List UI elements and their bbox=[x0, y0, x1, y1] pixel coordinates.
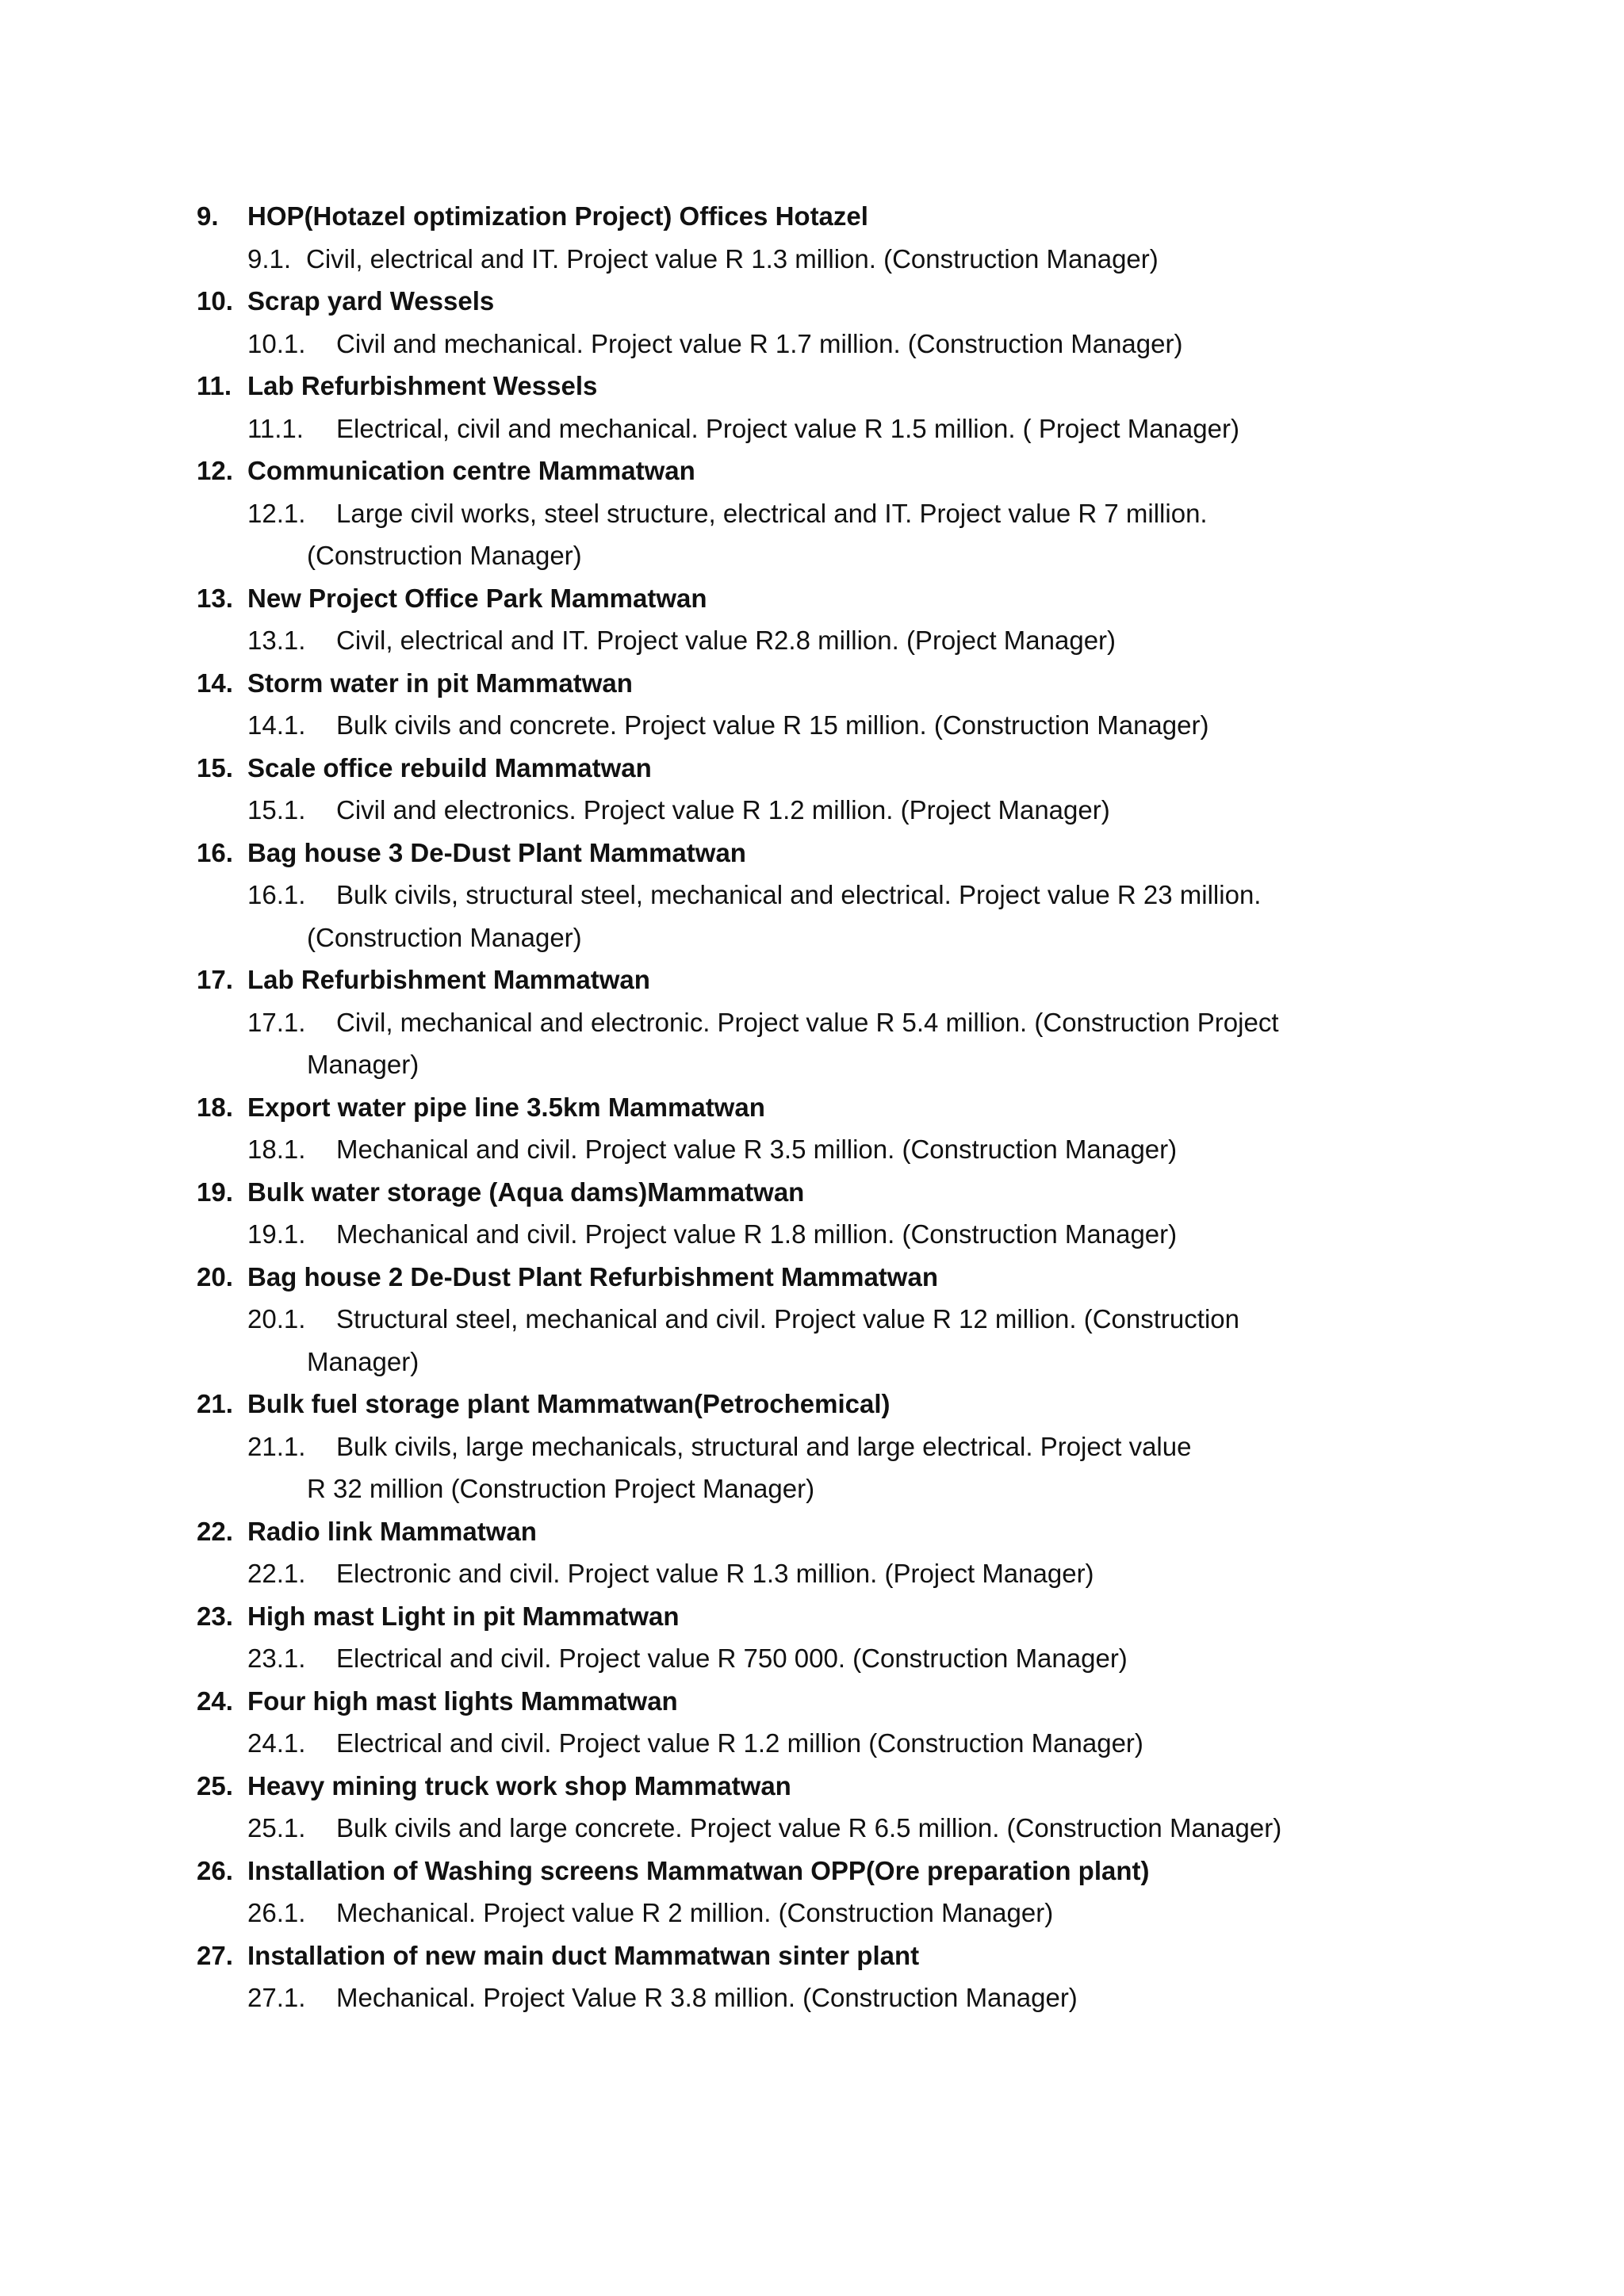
detail-number: 27.1. bbox=[247, 1983, 306, 2012]
project-title: Four high mast lights Mammatwan bbox=[247, 1686, 678, 1716]
project-number: 16. bbox=[197, 837, 233, 867]
detail-number: 18.1. bbox=[247, 1135, 306, 1164]
project-number: 11. bbox=[197, 371, 232, 400]
project-title: Export water pipe line 3.5km Mammatwan bbox=[247, 1092, 765, 1122]
project-heading bbox=[197, 959, 1434, 1001]
project-entry bbox=[197, 1765, 1434, 1850]
project-detail bbox=[197, 1001, 1434, 1044]
detail-text: Electrical and civil. Project value R 750 000. (Construction Manager) bbox=[336, 1644, 1128, 1673]
project-entry bbox=[197, 1383, 1434, 1510]
project-number: 19. bbox=[197, 1177, 233, 1207]
project-entry bbox=[197, 195, 1434, 280]
project-heading bbox=[197, 1383, 1434, 1425]
project-detail bbox=[197, 492, 1434, 535]
project-heading bbox=[197, 1256, 1434, 1299]
project-title: HOP(Hotazel optimization Project) Offices Hotazel bbox=[247, 201, 868, 231]
project-entry bbox=[197, 1510, 1434, 1595]
project-title: New Project Office Park Mammatwan bbox=[247, 583, 707, 613]
project-title: Bag house 3 De-Dust Plant Mammatwan bbox=[247, 837, 746, 867]
project-detail bbox=[197, 789, 1434, 832]
project-title: Installation of Washing screens Mammatwan OPP(Ore preparation plant) bbox=[247, 1855, 1150, 1885]
project-entry bbox=[197, 1934, 1434, 2019]
detail-text: Electronic and civil. Project value R 1.3 million. (Project Manager) bbox=[336, 1559, 1094, 1588]
project-list bbox=[197, 195, 1434, 2019]
detail-number: 15.1. bbox=[247, 795, 306, 825]
detail-text: Electrical and civil. Project value R 1.2 million (Construction Manager) bbox=[336, 1728, 1143, 1758]
project-number: 22. bbox=[197, 1516, 233, 1546]
project-detail bbox=[197, 1976, 1434, 2019]
project-detail bbox=[197, 1892, 1434, 1934]
detail-text: Civil, electrical and IT. Project value R 1.3 million. (Construction Manager) bbox=[306, 243, 1159, 274]
project-entry bbox=[197, 1256, 1434, 1383]
project-heading bbox=[197, 832, 1434, 874]
project-heading bbox=[197, 195, 1434, 238]
project-detail bbox=[197, 704, 1434, 747]
project-number: 10. bbox=[197, 286, 233, 316]
detail-text: Civil, electrical and IT. Project value R2.8 million. (Project Manager) bbox=[336, 626, 1116, 655]
project-entry bbox=[197, 280, 1434, 365]
detail-number: 14.1. bbox=[247, 710, 306, 740]
project-title: Scrap yard Wessels bbox=[247, 286, 495, 316]
project-entry bbox=[197, 1171, 1434, 1256]
project-heading bbox=[197, 577, 1434, 620]
detail-text: Structural steel, mechanical and civil. Project value R 12 million. (Construction bbox=[336, 1304, 1239, 1334]
project-heading bbox=[197, 1680, 1434, 1723]
detail-number: 26.1. bbox=[247, 1898, 306, 1927]
detail-number: 20.1. bbox=[247, 1304, 306, 1334]
project-detail bbox=[197, 323, 1434, 365]
detail-text: Mechanical and civil. Project value R 1.8 million. (Construction Manager) bbox=[336, 1219, 1178, 1249]
project-heading bbox=[197, 1850, 1434, 1892]
detail-number: 10.1. bbox=[247, 328, 306, 358]
project-number: 23. bbox=[197, 1601, 233, 1631]
detail-number: 25.1. bbox=[247, 1813, 306, 1843]
detail-number: 22.1. bbox=[247, 1559, 306, 1588]
detail-number: 9.1. bbox=[247, 243, 292, 274]
detail-number: 11.1. bbox=[247, 413, 304, 443]
project-entry bbox=[197, 1850, 1434, 1934]
project-number: 9. bbox=[197, 201, 219, 231]
project-detail bbox=[197, 1213, 1434, 1256]
detail-text: Bulk civils, large mechanicals, structural and large electrical. Project value bbox=[336, 1431, 1192, 1461]
project-title: High mast Light in pit Mammatwan bbox=[247, 1601, 680, 1631]
project-number: 21. bbox=[197, 1389, 233, 1418]
project-entry bbox=[197, 1595, 1434, 1680]
project-title: Bulk water storage (Aqua dams)Mammatwan bbox=[247, 1177, 805, 1207]
project-detail bbox=[197, 408, 1434, 450]
project-heading bbox=[197, 1171, 1434, 1214]
detail-continuation: (Construction Manager) bbox=[307, 541, 582, 570]
detail-text: Large civil works, steel structure, electrical and IT. Project value R 7 million. bbox=[336, 498, 1208, 528]
project-number: 24. bbox=[197, 1686, 233, 1716]
detail-number: 24.1. bbox=[247, 1728, 306, 1758]
project-title: Radio link Mammatwan bbox=[247, 1516, 537, 1546]
detail-number: 17.1. bbox=[247, 1007, 306, 1037]
project-detail bbox=[197, 1298, 1434, 1341]
project-number: 13. bbox=[197, 583, 233, 613]
project-heading bbox=[197, 747, 1434, 790]
project-entry bbox=[197, 832, 1434, 959]
project-number: 12. bbox=[197, 456, 233, 485]
project-entry bbox=[197, 1086, 1434, 1171]
project-number: 26. bbox=[197, 1855, 233, 1885]
detail-text: Mechanical. Project Value R 3.8 million. (Construction Manager) bbox=[336, 1983, 1078, 2012]
project-detail bbox=[197, 619, 1434, 662]
detail-continuation: R 32 million (Construction Project Manager) bbox=[307, 1474, 815, 1503]
project-entry bbox=[197, 747, 1434, 832]
project-detail bbox=[197, 1552, 1434, 1595]
project-title: Bulk fuel storage plant Mammatwan(Petrochemical) bbox=[247, 1389, 891, 1418]
detail-text: Bulk civils, structural steel, mechanical and electrical. Project value R 23 million. bbox=[336, 880, 1262, 909]
detail-text: Bulk civils and concrete. Project value R 15 million. (Construction Manager) bbox=[336, 710, 1209, 740]
project-heading bbox=[197, 365, 1434, 408]
project-heading bbox=[197, 1086, 1434, 1129]
project-title: Scale office rebuild Mammatwan bbox=[247, 752, 652, 783]
project-heading bbox=[197, 1595, 1434, 1638]
project-heading bbox=[197, 1765, 1434, 1808]
detail-text: Civil, mechanical and electronic. Project value R 5.4 million. (Construction Project bbox=[336, 1007, 1279, 1037]
detail-text: Civil and mechanical. Project value R 1.7 million. (Construction Manager) bbox=[336, 328, 1183, 358]
project-title: Installation of new main duct Mammatwan sinter plant bbox=[247, 1940, 920, 1970]
detail-number: 19.1. bbox=[247, 1219, 306, 1249]
project-heading bbox=[197, 450, 1434, 492]
project-number: 20. bbox=[197, 1261, 233, 1292]
detail-number: 16.1. bbox=[247, 880, 306, 909]
detail-continuation: (Construction Manager) bbox=[307, 922, 582, 952]
project-number: 27. bbox=[197, 1940, 233, 1970]
project-entry bbox=[197, 959, 1434, 1086]
detail-text: Mechanical and civil. Project value R 3.5 million. (Construction Manager) bbox=[336, 1135, 1178, 1164]
project-heading bbox=[197, 662, 1434, 705]
detail-text: Electrical, civil and mechanical. Project value R 1.5 million. ( Project Manager) bbox=[336, 413, 1239, 443]
detail-continuation: Manager) bbox=[307, 1050, 419, 1079]
project-entry bbox=[197, 577, 1434, 662]
project-heading bbox=[197, 280, 1434, 323]
detail-text: Mechanical. Project value R 2 million. (Construction Manager) bbox=[336, 1898, 1054, 1927]
project-title: Lab Refurbishment Mammatwan bbox=[247, 965, 650, 994]
project-entry bbox=[197, 662, 1434, 747]
project-number: 14. bbox=[197, 668, 233, 698]
project-title: Lab Refurbishment Wessels bbox=[247, 371, 598, 400]
project-title: Bag house 2 De-Dust Plant Refurbishment Mammatwan bbox=[247, 1261, 938, 1292]
project-detail bbox=[197, 1128, 1434, 1171]
project-number: 15. bbox=[197, 752, 233, 783]
detail-text: Civil and electronics. Project value R 1.2 million. (Project Manager) bbox=[336, 795, 1110, 825]
project-number: 18. bbox=[197, 1092, 233, 1122]
project-entry bbox=[197, 365, 1434, 450]
project-title: Communication centre Mammatwan bbox=[247, 456, 695, 485]
detail-number: 21.1. bbox=[247, 1431, 306, 1461]
project-entry bbox=[197, 1680, 1434, 1765]
detail-number: 13.1. bbox=[247, 626, 306, 655]
detail-continuation: Manager) bbox=[307, 1346, 419, 1376]
project-detail bbox=[197, 238, 1434, 281]
project-heading bbox=[197, 1934, 1434, 1977]
project-title: Heavy mining truck work shop Mammatwan bbox=[247, 1770, 791, 1800]
project-detail bbox=[197, 1425, 1434, 1468]
project-number: 17. bbox=[197, 965, 233, 994]
detail-text: Bulk civils and large concrete. Project value R 6.5 million. (Construction Manager) bbox=[336, 1813, 1282, 1843]
project-detail bbox=[197, 1722, 1434, 1765]
project-entry bbox=[197, 450, 1434, 577]
project-title: Storm water in pit Mammatwan bbox=[247, 668, 633, 698]
project-heading bbox=[197, 1510, 1434, 1553]
project-detail bbox=[197, 1637, 1434, 1680]
detail-number: 23.1. bbox=[247, 1644, 306, 1673]
project-number: 25. bbox=[197, 1770, 233, 1800]
project-detail bbox=[197, 874, 1434, 916]
detail-number: 12.1. bbox=[247, 498, 306, 528]
project-detail bbox=[197, 1807, 1434, 1850]
